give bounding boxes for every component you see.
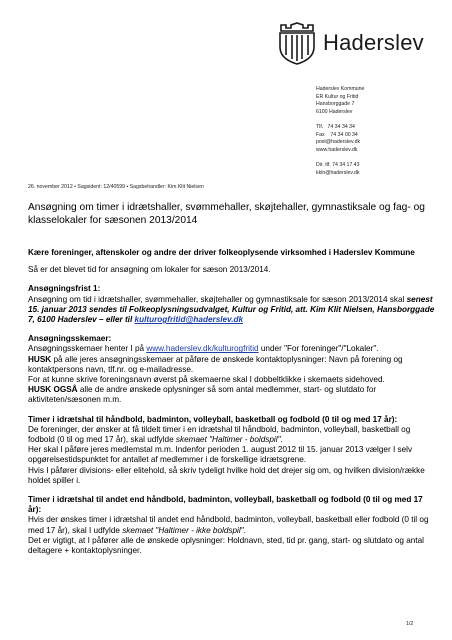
section1-paragraph: Hvis I påfører divisions- eller elitehold, så skriv tydeligt hvilke hold det drejer sig om, og hvilken division/række holdet spiller i.	[28, 465, 425, 485]
deadline-heading: Ansøgningsfrist 1:	[28, 284, 101, 294]
page-number: 1/2	[406, 621, 414, 627]
address-line-phone: Tlf. 74 34 34 34	[316, 123, 355, 130]
letter-body	[28, 248, 436, 556]
section2-heading: Timer i idrætshal til andet end håndbold, badminton, volleyball, basketball og fodbold (0 til og med 17 år):	[28, 495, 423, 515]
address-line-email[interactable]: post@haderslev.dk	[316, 139, 361, 146]
salutation: Kære foreninger, aftenskoler og andre der driver folkeoplysende virksomhed i Haderslev Kommune	[28, 248, 415, 257]
forms-heading: Ansøgningsskemaer:	[28, 334, 112, 344]
section1-paragraph: De foreninger, der ønsker at få tildelt timer i en idrætshal til håndbold, badminton, volleyball, basketball og fodbold (0 til og med 17 år), skal udfylde skemaet "Haltimer - boldspil".	[28, 424, 411, 445]
header-instruction-paragraph: For at kunne skrive foreningsnavn øverst på skemaerne skal I dobbeltklikke i skemaets sidehoved.	[28, 375, 385, 385]
forms-paragraph: Ansøgningsskemaer henter I på www.haderslev.dk/kulturogfritid under "For foreninger"/"Lokaler".	[28, 344, 379, 354]
address-line-direct-email[interactable]: kkln@haderslev.dk	[316, 169, 360, 176]
coat-of-arms-icon	[277, 21, 317, 65]
logo-wordmark: Haderslev	[323, 30, 424, 55]
address-line: ER Kultur og Fritid	[316, 93, 359, 100]
address-line: Haderslev Kommune	[316, 86, 365, 92]
husk-ogsaa-paragraph: HUSK OGSÅ alle de andre ønskede oplysninger så som antal medlemmer, start- og slutdato for aktiviteten/sæsonen m.m.	[28, 385, 377, 405]
section1-paragraph: Her skal I påføre jeres medlemstal m.m. Indenfor perioden 1. august 2012 til 15. januar 2013 vælger I selv opgørelsestidspunktet for antallet af medlemmer i de forskellige idrætsgrene.	[28, 445, 413, 465]
section2-paragraph: Hvis der ønskes timer i idrætshal til andet end håndbold, badminton, volleyball, basketball eller fodbold (0 til og med 17 år), skal I udfylde skemaet "Haltimer - ikke boldspil".	[28, 515, 429, 535]
case-meta-line: 26. november 2012 • Sagsident: 12/40599 • Sagsbehandler: Kim Klit Nielsen	[28, 184, 204, 190]
deadline-paragraph: Ansøgning om tid i idrætshaller, svømmehaller, skøjtehaller og gymnastiksale for sæson 2013/2014 skal senest 15. januar 2013 sendes til Folkeoplysningsudvalget, Kultur og Fritid, att. Kim Klit Nielsen, Hansborggade 7, 6100 Haderslev – eller til kulturogfritid@haderslev.dk	[28, 294, 435, 325]
letter-title: Ansøgning om timer i idrætshaller, svømmehaller, skøjtehaller, gymnastiksale og fag- og klasselokaler for sæsonen 2013/2014	[28, 202, 425, 226]
address-line-fax: Fax 74 34 00 34	[316, 131, 358, 138]
section2-paragraph: Det er vigtigt, at I påfører alle de ønskede oplysninger: Holdnavn, sted, tid pr. gang, start- og slutdato og antal deltagere + kontaktoplysninger.	[28, 535, 424, 556]
address-line-direct-phone: Dir. tlf. 74 34 17 43	[316, 161, 360, 168]
deadline-email-link[interactable]: kulturogfritid@haderslev.dk	[134, 315, 244, 325]
address-line-web[interactable]: www.haderslev.dk	[316, 146, 358, 153]
address-line: Hansborggade 7	[316, 101, 355, 108]
section1-heading: Timer i idrætshal til håndbold, badminton, volleyball, basketball og fodbold (0 til og med 17 år):	[28, 414, 398, 424]
intro-paragraph: Så er det blevet tid for ansøgning om lokaler for sæson 2013/2014.	[28, 265, 271, 275]
forms-website-link[interactable]: www.haderslev.dk/kulturogfritid	[146, 344, 259, 354]
address-line: 6100 Haderslev	[316, 108, 353, 115]
haderslev-logo	[277, 21, 427, 65]
husk-paragraph: HUSK på alle jeres ansøgningsskemaer at påføre de ønskede kontaktoplysninger: Navn på forening og kontaktpersons navn, tlf.nr. og e-mailadresse.	[28, 354, 403, 374]
sender-address-block	[316, 86, 364, 177]
